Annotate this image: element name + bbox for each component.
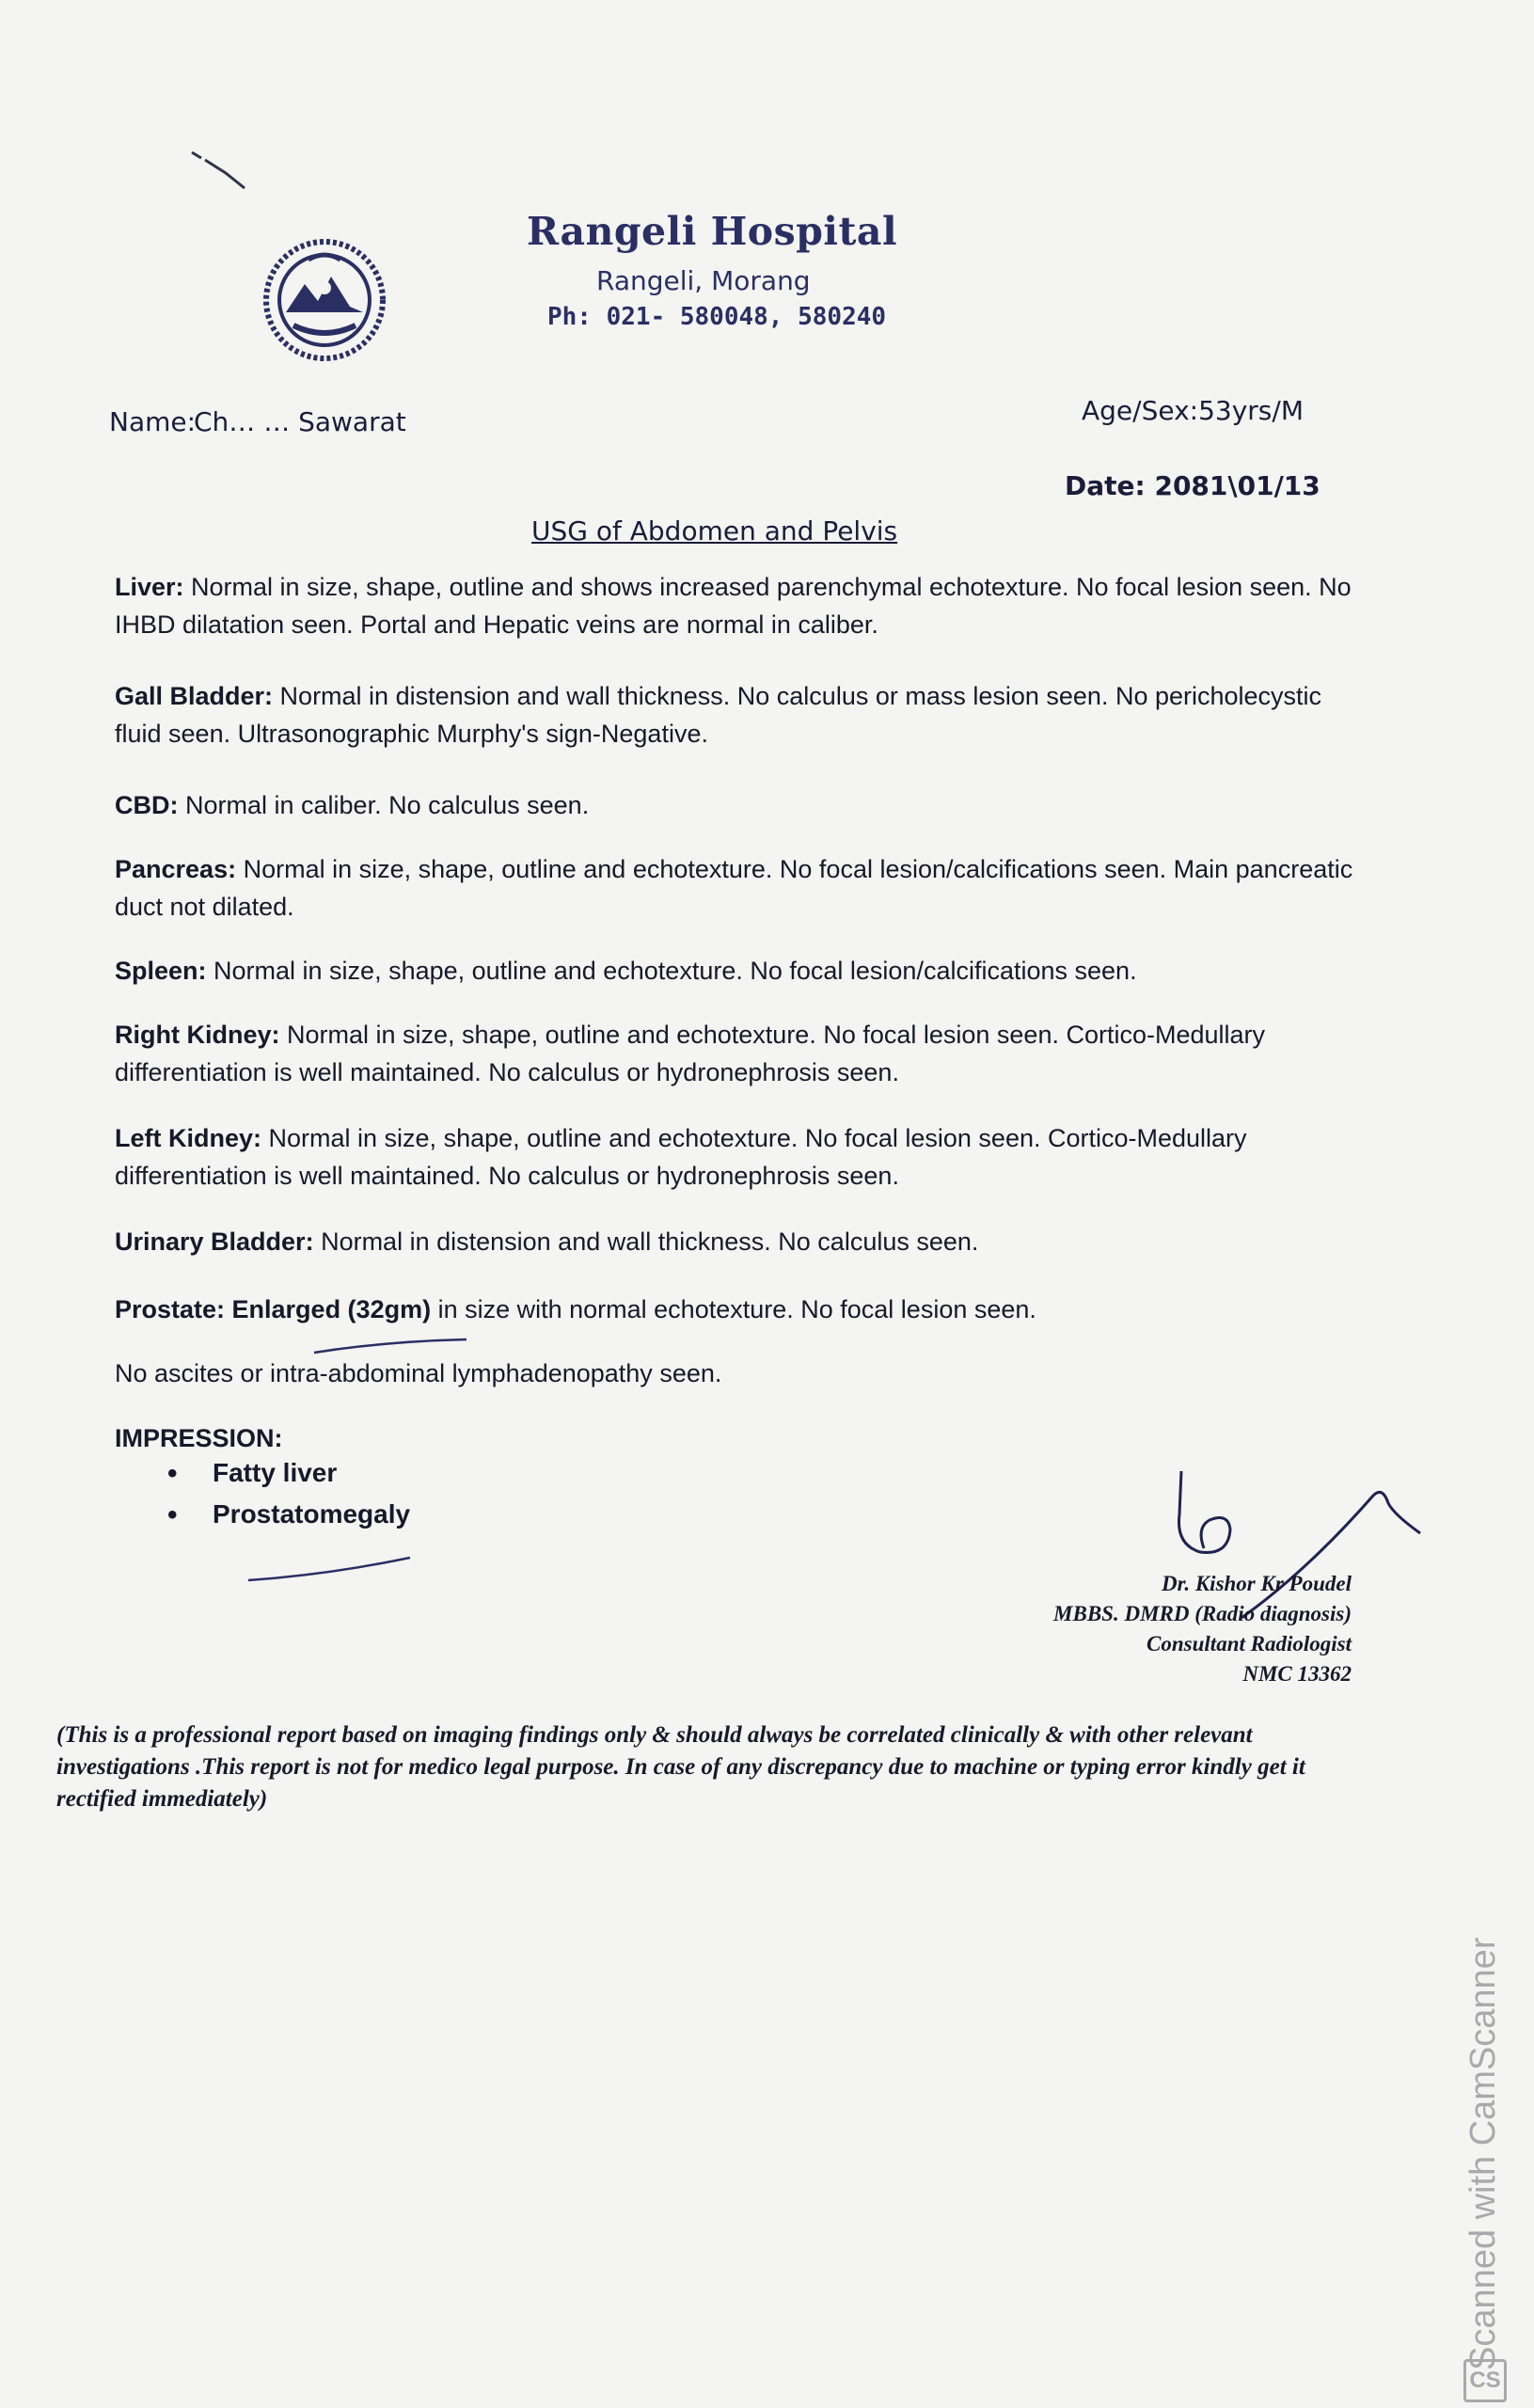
patient-name-label: Name: bbox=[109, 406, 197, 437]
finding-urinary-bladder bbox=[115, 1223, 1356, 1260]
finding-text: Normal in size, shape, outline and echotexture. No focal lesion/calcifications seen. Main pancreatic duct not dilated. bbox=[115, 855, 1353, 921]
finding-text: Normal in size, shape, outline and shows increased parenchymal echotexture. No focal lesion seen. No IHBD dilatation seen. Portal and Hepatic veins are normal in caliber. bbox=[115, 573, 1352, 639]
finding-label: Prostate: Enlarged (32gm) bbox=[115, 1295, 432, 1323]
finding-label: Spleen: bbox=[115, 957, 207, 985]
nepal-emblem-logo bbox=[256, 231, 393, 369]
patient-name-value: Ch… … Sawarat bbox=[194, 406, 406, 437]
finding-text: Normal in caliber. No calculus seen. bbox=[178, 791, 590, 819]
finding-left-kidney bbox=[115, 1119, 1356, 1195]
finding-text: Normal in distension and wall thickness. No calculus seen. bbox=[313, 1228, 979, 1256]
finding-text: Normal in distension and wall thickness. No calculus or mass lesion seen. No pericholecystic fluid seen. Ultrasonographic Murphy's sign-Negative. bbox=[115, 682, 1322, 748]
finding-prostate bbox=[115, 1291, 1356, 1328]
camscanner-badge-icon: CS bbox=[1463, 2359, 1507, 2402]
report-title: USG of Abdomen and Pelvis bbox=[531, 515, 898, 547]
impression-list bbox=[167, 1458, 410, 1541]
report-date: Date: 2081\01/13 bbox=[1065, 470, 1321, 501]
finding-cbd bbox=[115, 786, 1356, 824]
finding-label: Gall Bladder: bbox=[115, 682, 274, 710]
hospital-phone: Ph: 021- 580048, 580240 bbox=[547, 303, 887, 331]
finding-label: Pancreas: bbox=[115, 855, 237, 883]
finding-text: in size with normal echotexture. No focal lesion seen. bbox=[431, 1295, 1036, 1323]
camscanner-watermark: Scanned with CamScanner bbox=[1463, 1937, 1503, 2370]
impression-item: • Fatty liver bbox=[167, 1458, 410, 1499]
impression-item: • Prostatomegaly bbox=[167, 1499, 410, 1541]
finding-text: Normal in size, shape, outline and echotexture. No focal lesion seen. Cortico-Medullary differentiation is well maintained. No calculus or hydronephrosis seen. bbox=[115, 1124, 1247, 1190]
finding-label: CBD: bbox=[115, 791, 179, 819]
signatory-role: Consultant Radiologist bbox=[1147, 1632, 1352, 1656]
finding-label: Urinary Bladder: bbox=[115, 1228, 314, 1256]
finding-spleen bbox=[115, 952, 1356, 990]
finding-ascites bbox=[115, 1354, 1356, 1392]
pen-tick-mark bbox=[188, 147, 263, 194]
signatory-registration: NMC 13362 bbox=[1242, 1662, 1352, 1686]
pen-underline-stroke bbox=[310, 1336, 470, 1358]
hospital-name: Rangeli Hospital bbox=[527, 209, 898, 254]
finding-text: Normal in size, shape, outline and echotexture. No focal lesion/calcifications seen. bbox=[206, 957, 1137, 985]
impression-title: IMPRESSION: bbox=[115, 1424, 283, 1452]
pen-underline-stroke bbox=[245, 1552, 414, 1586]
finding-label: Right Kidney: bbox=[115, 1021, 280, 1049]
signatory-qualification: MBBS. DMRD (Radio diagnosis) bbox=[1053, 1602, 1352, 1625]
finding-right-kidney bbox=[115, 1016, 1356, 1091]
signatory-name: Dr. Kishor Kr Poudel bbox=[1162, 1572, 1352, 1595]
finding-pancreas bbox=[115, 850, 1356, 926]
finding-label: Liver: bbox=[115, 573, 184, 601]
finding-text: Normal in size, shape, outline and echotexture. No focal lesion seen. Cortico-Medullary differentiation is well maintained. No calculus or hydronephrosis seen. bbox=[115, 1021, 1266, 1086]
hospital-address: Rangeli, Morang bbox=[596, 265, 811, 296]
finding-text: No ascites or intra-abdominal lymphadenopathy seen. bbox=[115, 1359, 722, 1387]
signatory-block bbox=[1053, 1569, 1352, 1689]
disclaimer-text: (This is a professional report based on imaging findings only & should always be correlated clinically & with other relevant investigations .This report is not for medico legal purpose. In case of any discrepancy due to machine or typing error kindly get it rectified immediately) bbox=[56, 1722, 1305, 1812]
finding-label: Left Kidney: bbox=[115, 1124, 262, 1152]
finding-liver bbox=[115, 568, 1356, 643]
finding-gall-bladder bbox=[115, 677, 1356, 752]
patient-age-sex: Age/Sex:53yrs/M bbox=[1082, 395, 1304, 426]
